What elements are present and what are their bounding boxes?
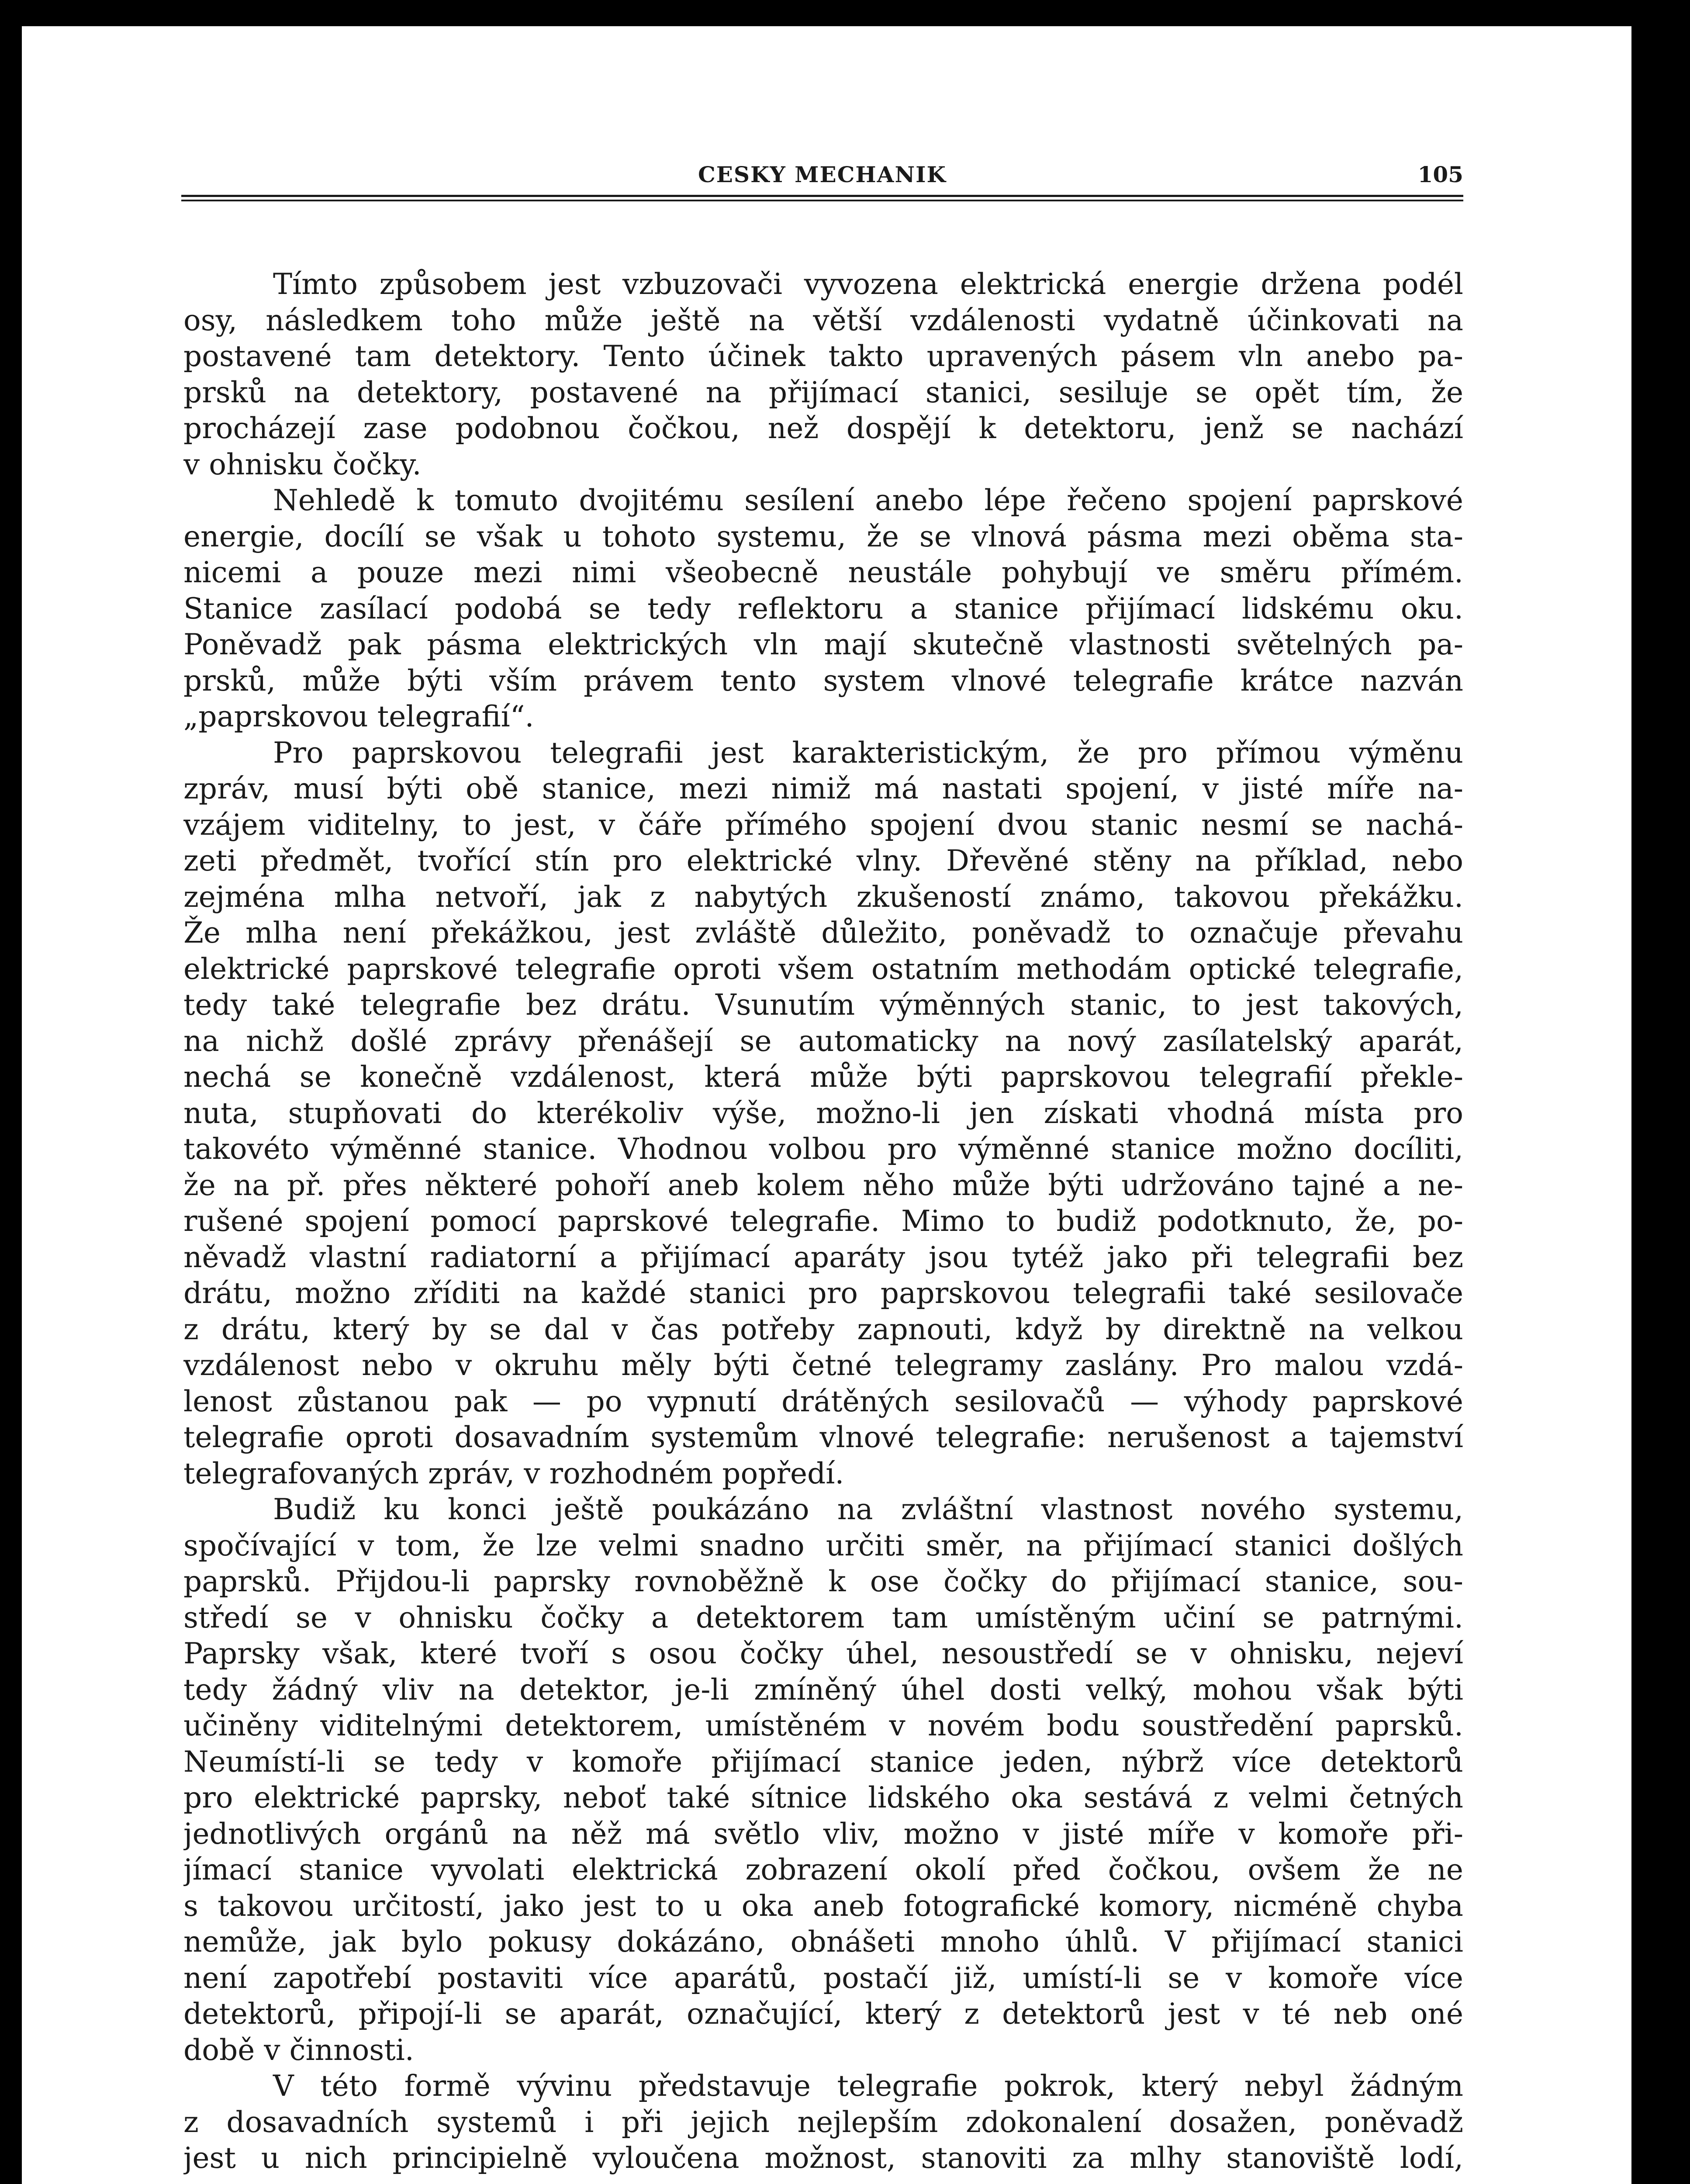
text-line: zeti předmět, tvořící stín pro elektrické vlny. Dřevěné stěny na příklad, nebo — [183, 844, 1463, 878]
text-line: telegrafie oproti dosavadním systemům vlnové telegrafie: nerušenost a tajemství — [183, 1420, 1463, 1454]
text-line: spočívající v tom, že lze velmi snadno určiti směr, na přijímací stanici došlých — [183, 1528, 1463, 1562]
text-line: vzájem viditelny, to jest, v čáře přímého spojení dvou stanic nesmí se nachá- — [183, 808, 1463, 842]
text-line: lenost zůstanou pak — po vypnutí drátěných sesilovačů — výhody paprskové — [183, 1384, 1463, 1418]
page-number: 105 — [1417, 162, 1463, 187]
text-line: nuta, stupňovati do kterékoliv výše, možno-li jen získati vhodná místa pro — [183, 1096, 1463, 1130]
journal-title: CESKY MECHANIK — [698, 162, 947, 187]
text-line: elektrické paprskové telegrafie oproti všem ostatním methodám optické telegrafie, — [183, 952, 1463, 986]
header-rule-bottom — [181, 200, 1463, 201]
text-line: prsků, může býti vším právem tento system vlnové telegrafie krátce nazván — [183, 663, 1463, 698]
text-line: Pro paprskovou telegrafii jest karakteristickým, že pro přímou výměnu — [273, 736, 1463, 770]
text-line: energie, docílí se však u tohoto systemu, že se vlnová pásma mezi oběma sta- — [183, 519, 1463, 553]
text-line: tedy také telegrafie bez drátu. Vsunutím výměnných stanic, to jest takových, — [183, 988, 1463, 1022]
text-line: Že mlha není překážkou, jest zvláště důležito, poněvadž to označuje převahu — [183, 916, 1463, 950]
text-line: učiněny viditelnými detektorem, umístěném v novém bodu soustředění paprsků. — [183, 1709, 1463, 1742]
text-line: jest u nich principielně vyloučena možnost, stanoviti za mlhy stanoviště lodí, — [183, 2141, 1463, 2175]
text-line: osy, následkem toho může ještě na větší vzdálenosti vydatně účinkovati na — [183, 303, 1463, 337]
text-line: prsků na detektory, postavené na přijímací stanici, sesiluje se opět tím, že — [183, 375, 1463, 409]
text-line: Budiž ku konci ještě poukázáno na zvláštní vlastnost nového systemu, — [273, 1493, 1463, 1526]
text-line: Nehledě k tomuto dvojitému sesílení anebo lépe řečeno spojení paprskové — [273, 484, 1463, 517]
text-line: takovéto výměnné stanice. Vhodnou volbou pro výměnné stanice možno docíliti, — [183, 1132, 1463, 1166]
text-line: s takovou určitostí, jako jest to u oka aneb fotografické komory, nicméně chyba — [183, 1889, 1463, 1923]
text-line: detektorů, připojí-li se aparát, označující, který z detektorů jest v té neb oné — [183, 1997, 1463, 2031]
text-line: Poněvadž pak pásma elektrických vln mají skutečně vlastnosti světelných pa- — [183, 628, 1463, 661]
text-line: nicemi a pouze mezi nimi všeobecně neustále pohybují ve směru přímém. — [183, 556, 1463, 589]
text-line: „paprskovou telegrafií“. — [183, 700, 534, 733]
text-line: jednotlivých orgánů na něž má světlo vliv, možno v jisté míře v komoře při- — [183, 1817, 1463, 1851]
text-line: vzdálenost nebo v okruhu měly býti četné telegramy zaslány. Pro malou vzdá- — [183, 1348, 1463, 1382]
text-line: nechá se konečně vzdálenost, která může býti paprskovou telegrafií překle- — [183, 1060, 1463, 1094]
text-line: v ohnisku čočky. — [183, 447, 422, 481]
text-line: Stanice zasílací podobá se tedy reflektoru a stanice přijímací lidskému oku. — [183, 591, 1463, 625]
text-line: na nichž došlé zprávy přenášejí se automaticky na nový zasílatelský aparát, — [183, 1024, 1463, 1058]
text-line: něvadž vlastní radiatorní a přijímací aparáty jsou tytéž jako při telegrafii bez — [183, 1240, 1463, 1274]
text-line: Tímto způsobem jest vzbuzovači vyvozena elektrická energie držena podél — [273, 267, 1463, 301]
text-line: Neumístí-li se tedy v komoře přijímací stanice jeden, nýbrž více detektorů — [183, 1745, 1463, 1779]
text-line: zpráv, musí býti obě stanice, mezi nimiž má nastati spojení, v jisté míře na- — [183, 772, 1463, 805]
text-line: procházejí zase podobnou čočkou, než dospějí k detektoru, jenž se nachází — [183, 411, 1463, 445]
text-line: jímací stanice vyvolati elektrická zobrazení okolí před čočkou, ovšem že ne — [183, 1853, 1463, 1887]
text-line: Paprsky však, které tvoří s osou čočky úhel, nesoustředí se v ohnisku, nejeví — [183, 1637, 1463, 1670]
article-body — [183, 266, 1463, 2177]
text-line: telegrafovaných zpráv, v rozhodném popředí. — [183, 1456, 844, 1490]
text-line: není zapotřebí postaviti více aparátů, postačí již, umístí-li se v komoře více — [183, 1961, 1463, 1995]
text-line: z dosavadních systemů i při jejich nejlepším zdokonalení dosažen, poněvadž — [183, 2105, 1463, 2139]
text-line: V této formě vývinu představuje telegrafie pokrok, který nebyl žádným — [273, 2069, 1463, 2103]
text-line: paprsků. Přijdou-li paprsky rovnoběžně k ose čočky do přijímací stanice, sou- — [183, 1565, 1463, 1598]
text-line: tedy žádný vliv na detektor, je-li zmíněný úhel dosti velký, mohou však býti — [183, 1673, 1463, 1707]
running-header — [181, 162, 1463, 192]
text-line: z drátu, který by se dal v čas potřeby zapnouti, když by direktně na velkou — [183, 1312, 1463, 1346]
text-line: zejména mlha netvoří, jak z nabytých zkušeností známo, takovou překážku. — [183, 880, 1463, 914]
text-line: postavené tam detektory. Tento účinek takto upravených pásem vln anebo pa- — [183, 339, 1463, 373]
text-line: že na př. přes některé pohoří aneb kolem něho může býti udržováno tajné a ne- — [183, 1168, 1463, 1202]
text-line: rušené spojení pomocí paprskové telegrafie. Mimo to budiž podotknuto, že, po- — [183, 1204, 1463, 1238]
text-line: nemůže, jak bylo pokusy dokázáno, obnášeti mnoho úhlů. V přijímací stanici — [183, 1925, 1463, 1959]
header-rule-top — [181, 195, 1463, 197]
text-line: středí se v ohnisku čočky a detektorem tam umístěným učiní se patrnými. — [183, 1600, 1463, 1635]
text-line: pro elektrické paprsky, neboť také sítnice lidského oka sestává z velmi četných — [183, 1781, 1463, 1814]
text-line: drátu, možno zříditi na každé stanici pro paprskovou telegrafii také sesilovače — [183, 1276, 1463, 1310]
text-line: době v činnosti. — [183, 2033, 414, 2067]
